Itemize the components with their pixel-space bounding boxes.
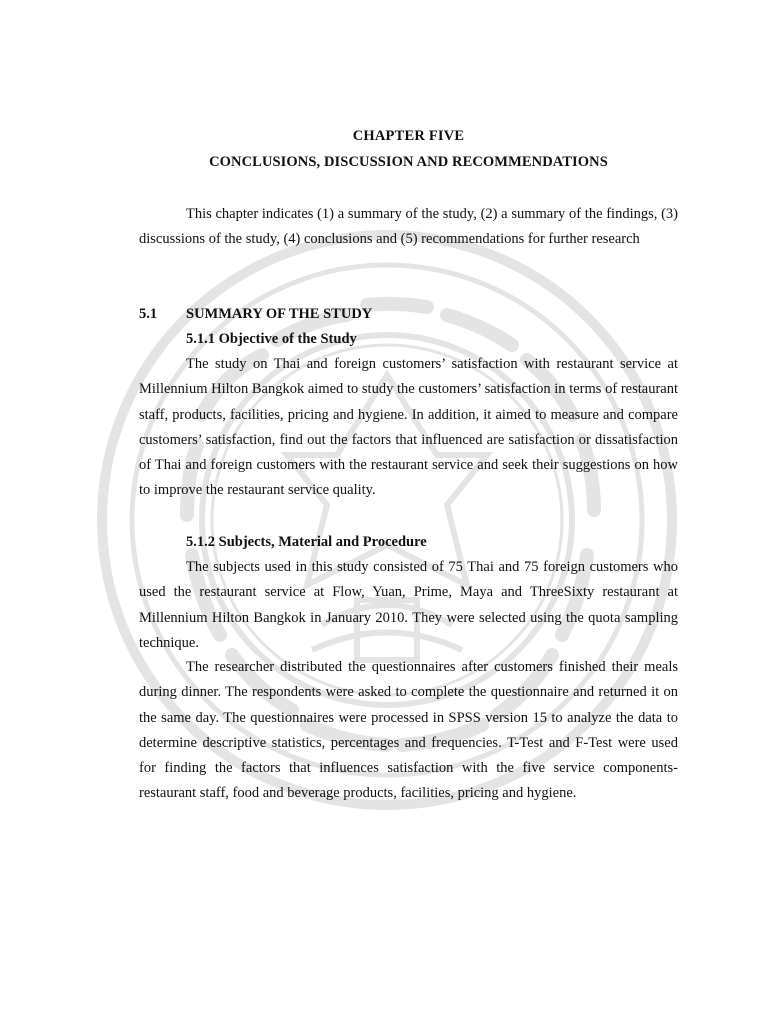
procedure-paragraph: The researcher distributed the questionnaires after customers finished their meals during dinner. The respondents were asked to complete the questionnaire and returned it on the same day. The questionnaires were processed in SPSS version 15 to analyze the data to determine descriptive statistics, percentages and frequencies. T-Test and F-Test were used for finding the factors that influences satisfaction with the five service components- restaurant staff, food and beverage products, facilities, pricing and hygiene. — [139, 659, 678, 802]
section-number: 5.1 — [139, 306, 158, 322]
subjects-paragraph: The subjects used in this study consisted of 75 Thai and 75 foreign customers who used the restaurant service at Flow, Yuan, Prime, Maya and ThreeSixty restaurant at Millennium Hilton Bangkok in January 2010. They were selected using the quota sampling technique. — [139, 559, 678, 651]
objective-paragraph: The study on Thai and foreign customers’ satisfaction with restaurant service at Millennium Hilton Bangkok aimed to study the customers’ satisfaction in terms of restaurant staff, products, facilities, pricing and hygiene. In addition, it aimed to measure and compare customers’ satisfaction, find out the factors that influenced are satisfaction or dissatisfaction of Thai and foreign customers with the restaurant service and seek their suggestions on how to improve the restaurant service quality. — [139, 356, 678, 499]
section-title: SUMMARY OF THE STUDY — [186, 306, 373, 322]
chapter-subtitle: CONCLUSIONS, DISCUSSION AND RECOMMENDATIONS — [209, 154, 608, 170]
intro-paragraph: This chapter indicates (1) a summary of the study, (2) a summary of the findings, (3) discussions of the study, (4) conclusions and (5) recommendations for further research — [139, 206, 678, 248]
subsection-heading-subjects: 5.1.2 Subjects, Material and Procedure — [186, 534, 427, 550]
section-heading — [139, 306, 678, 328]
chapter-title: CHAPTER FIVE — [352, 128, 465, 144]
subsection-heading-objective: 5.1.1 Objective of the Study — [186, 331, 357, 347]
